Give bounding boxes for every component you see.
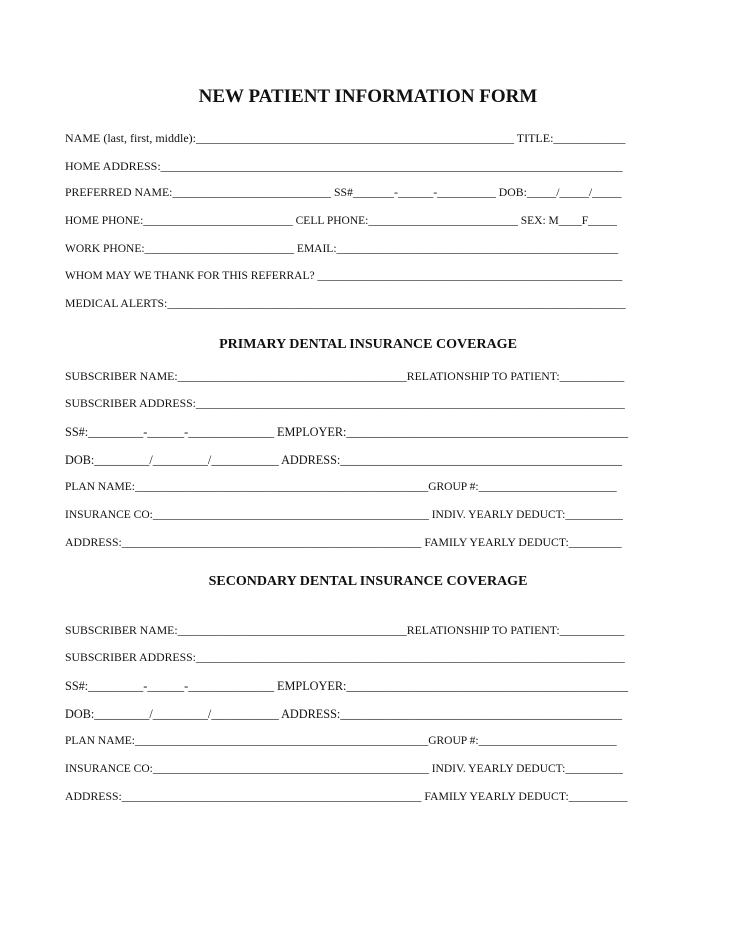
secondary-address-deduct-line[interactable]: ADDRESS:___________________________________________________ FAMILY YEARLY DEDUCT:__________ <box>65 790 628 803</box>
primary-insurance-deduct-line[interactable]: INSURANCE CO:________________________________________________ INDIV. YEARLY DEDUCT:__________ <box>65 509 623 521</box>
secondary-subscriber-name-line[interactable]: SUBSCRIBER NAME:_______________________________________RELATIONSHIP TO PATIENT:___________ <box>65 624 625 637</box>
primary-dob-address-line[interactable]: DOB:_________/_________/___________ ADDRESS:______________________________________________ <box>65 453 623 467</box>
secondary-subscriber-address-line[interactable]: SUBSCRIBER ADDRESS:_________________________________________________________________________ <box>65 651 625 664</box>
medical-alerts-line[interactable]: MEDICAL ALERTS:______________________________________________________________________________ <box>65 297 626 310</box>
form-title: NEW PATIENT INFORMATION FORM <box>198 86 538 107</box>
secondary-insurance-heading: SECONDARY DENTAL INSURANCE COVERAGE <box>208 574 528 589</box>
name-title-line[interactable]: NAME (last, first, middle):_____________________________________________________ TITLE:____________ <box>65 131 626 145</box>
primary-ss-employer-line[interactable]: SS#:_________-______-______________ EMPLOYER:______________________________________________ <box>65 425 629 439</box>
primary-subscriber-address-line[interactable]: SUBSCRIBER ADDRESS:_________________________________________________________________________ <box>65 397 625 410</box>
secondary-dob-address-line[interactable]: DOB:_________/_________/___________ ADDRESS:______________________________________________ <box>65 707 623 721</box>
primary-insurance-heading: PRIMARY DENTAL INSURANCE COVERAGE <box>219 337 517 352</box>
preferred-name-ss-dob-line[interactable]: PREFERRED NAME:___________________________ SS#_______-______-__________ DOB:_____/_____/_____ <box>65 186 622 199</box>
primary-plan-group-line[interactable]: PLAN NAME:___________________________________________________GROUP #:________________________ <box>65 481 617 493</box>
phone-sex-line[interactable]: HOME PHONE:__________________________ CELL PHONE:__________________________ SEX: M____F_____ <box>65 215 617 227</box>
work-phone-email-line[interactable]: WORK PHONE:__________________________ EMAIL:_________________________________________________ <box>65 243 619 255</box>
primary-subscriber-name-line[interactable]: SUBSCRIBER NAME:_______________________________________RELATIONSHIP TO PATIENT:___________ <box>65 370 625 383</box>
primary-address-deduct-line[interactable]: ADDRESS:___________________________________________________ FAMILY YEARLY DEDUCT:_________ <box>65 536 622 549</box>
secondary-ss-employer-line[interactable]: SS#:_________-______-______________ EMPLOYER:______________________________________________ <box>65 679 629 693</box>
secondary-insurance-deduct-line[interactable]: INSURANCE CO:________________________________________________ INDIV. YEARLY DEDUCT:__________ <box>65 763 623 775</box>
referral-line[interactable]: WHOM MAY WE THANK FOR THIS REFERRAL? _____________________________________________________ <box>65 270 623 282</box>
secondary-plan-group-line[interactable]: PLAN NAME:___________________________________________________GROUP #:________________________ <box>65 735 617 747</box>
home-address-line[interactable]: HOME ADDRESS:_____________________________________________________________________________ <box>65 159 623 173</box>
